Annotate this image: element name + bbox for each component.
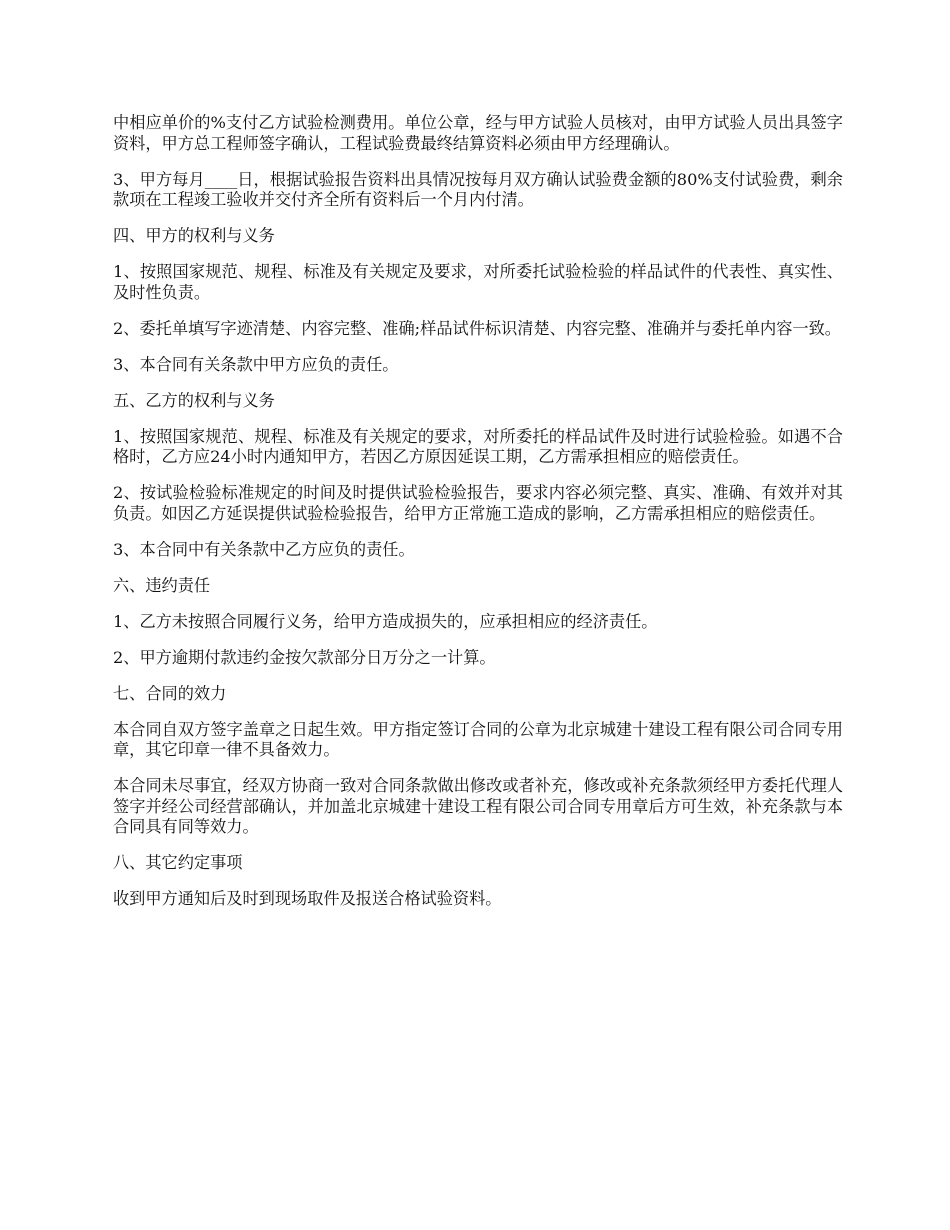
section-heading-party-a-rights: 四、甲方的权利与义务: [113, 226, 275, 245]
party-a-clause-3: 3、本合同有关条款中甲方应负的责任。: [113, 354, 399, 374]
party-a-clause-2: 2、委托单填写字迹清楚、内容完整、准确;样品试件标识清楚、内容完整、准确并与委托单内容一致。: [113, 318, 841, 338]
validity-paragraph-1: 本合同自双方签字盖章之日起生效。甲方指定签订合同的公章为北京城建十建设工程有限公司合同专用章，其它印章一律不具备效力。: [113, 719, 843, 759]
party-b-clause-2: 2、按试验检验标准规定的时间及时提供试验检验报告，要求内容必须完整、真实、准确、有效并对其负责。如因乙方延误提供试验检验报告，给甲方正常施工造成的影响，乙方需承担相应的赔偿责任。: [113, 483, 843, 523]
breach-clause-1: 1、乙方未按照合同履行义务，给甲方造成损失的，应承担相应的经济责任。: [113, 611, 658, 631]
party-b-clause-1: 1、按照国家规范、规程、标准及有关规定的要求，对所委托的样品试件及时进行试验检验。如遇不合格时，乙方应24小时内通知甲方，若因乙方原因延误工期，乙方需承担相应的赔偿责任。: [113, 426, 843, 466]
party-b-clause-3: 3、本合同中有关条款中乙方应负的责任。: [113, 539, 415, 559]
other-matters-paragraph: 收到甲方通知后及时到现场取件及报送合格试验资料。: [113, 889, 502, 908]
section-heading-contract-validity: 七、合同的效力: [113, 683, 227, 703]
payment-clause-3: 3、甲方每月____日，根据试验报告资料出具情况按每月双方确认试验费金额的80%支付试验费，剩余款项在工程竣工验收并交付齐全所有资料后一个月内付清。: [113, 169, 843, 209]
breach-clause-2: 2、甲方逾期付款违约金按欠款部分日万分之一计算。: [113, 647, 496, 667]
section-heading-breach-liability: 六、违约责任: [113, 575, 211, 595]
validity-paragraph-2: 本合同未尽事宜，经双方协商一致对合同条款做出修改或者补充，修改或补充条款须经甲方委托代理人签字并经公司经营部确认，并加盖北京城建十建设工程有限公司合同专用章后方可生效，补充条款与本合同具有同等效力。: [113, 776, 843, 836]
party-a-clause-1: 1、按照国家规范、规程、标准及有关规定及要求，对所委托试验检验的样品试件的代表性、真实性、及时性负责。: [113, 262, 843, 302]
section-heading-other-matters: 八、其它约定事项: [113, 853, 243, 872]
payment-terms-paragraph: 中相应单价的%支付乙方试验检测费用。单位公章，经与甲方试验人员核对，由甲方试验人员出具签字资料，甲方总工程师签字确认，工程试验费最终结算资料必须由甲方经理确认。: [113, 113, 843, 153]
document-page: [113, 113, 843, 925]
section-heading-party-b-rights: 五、乙方的权利与义务: [113, 390, 275, 410]
